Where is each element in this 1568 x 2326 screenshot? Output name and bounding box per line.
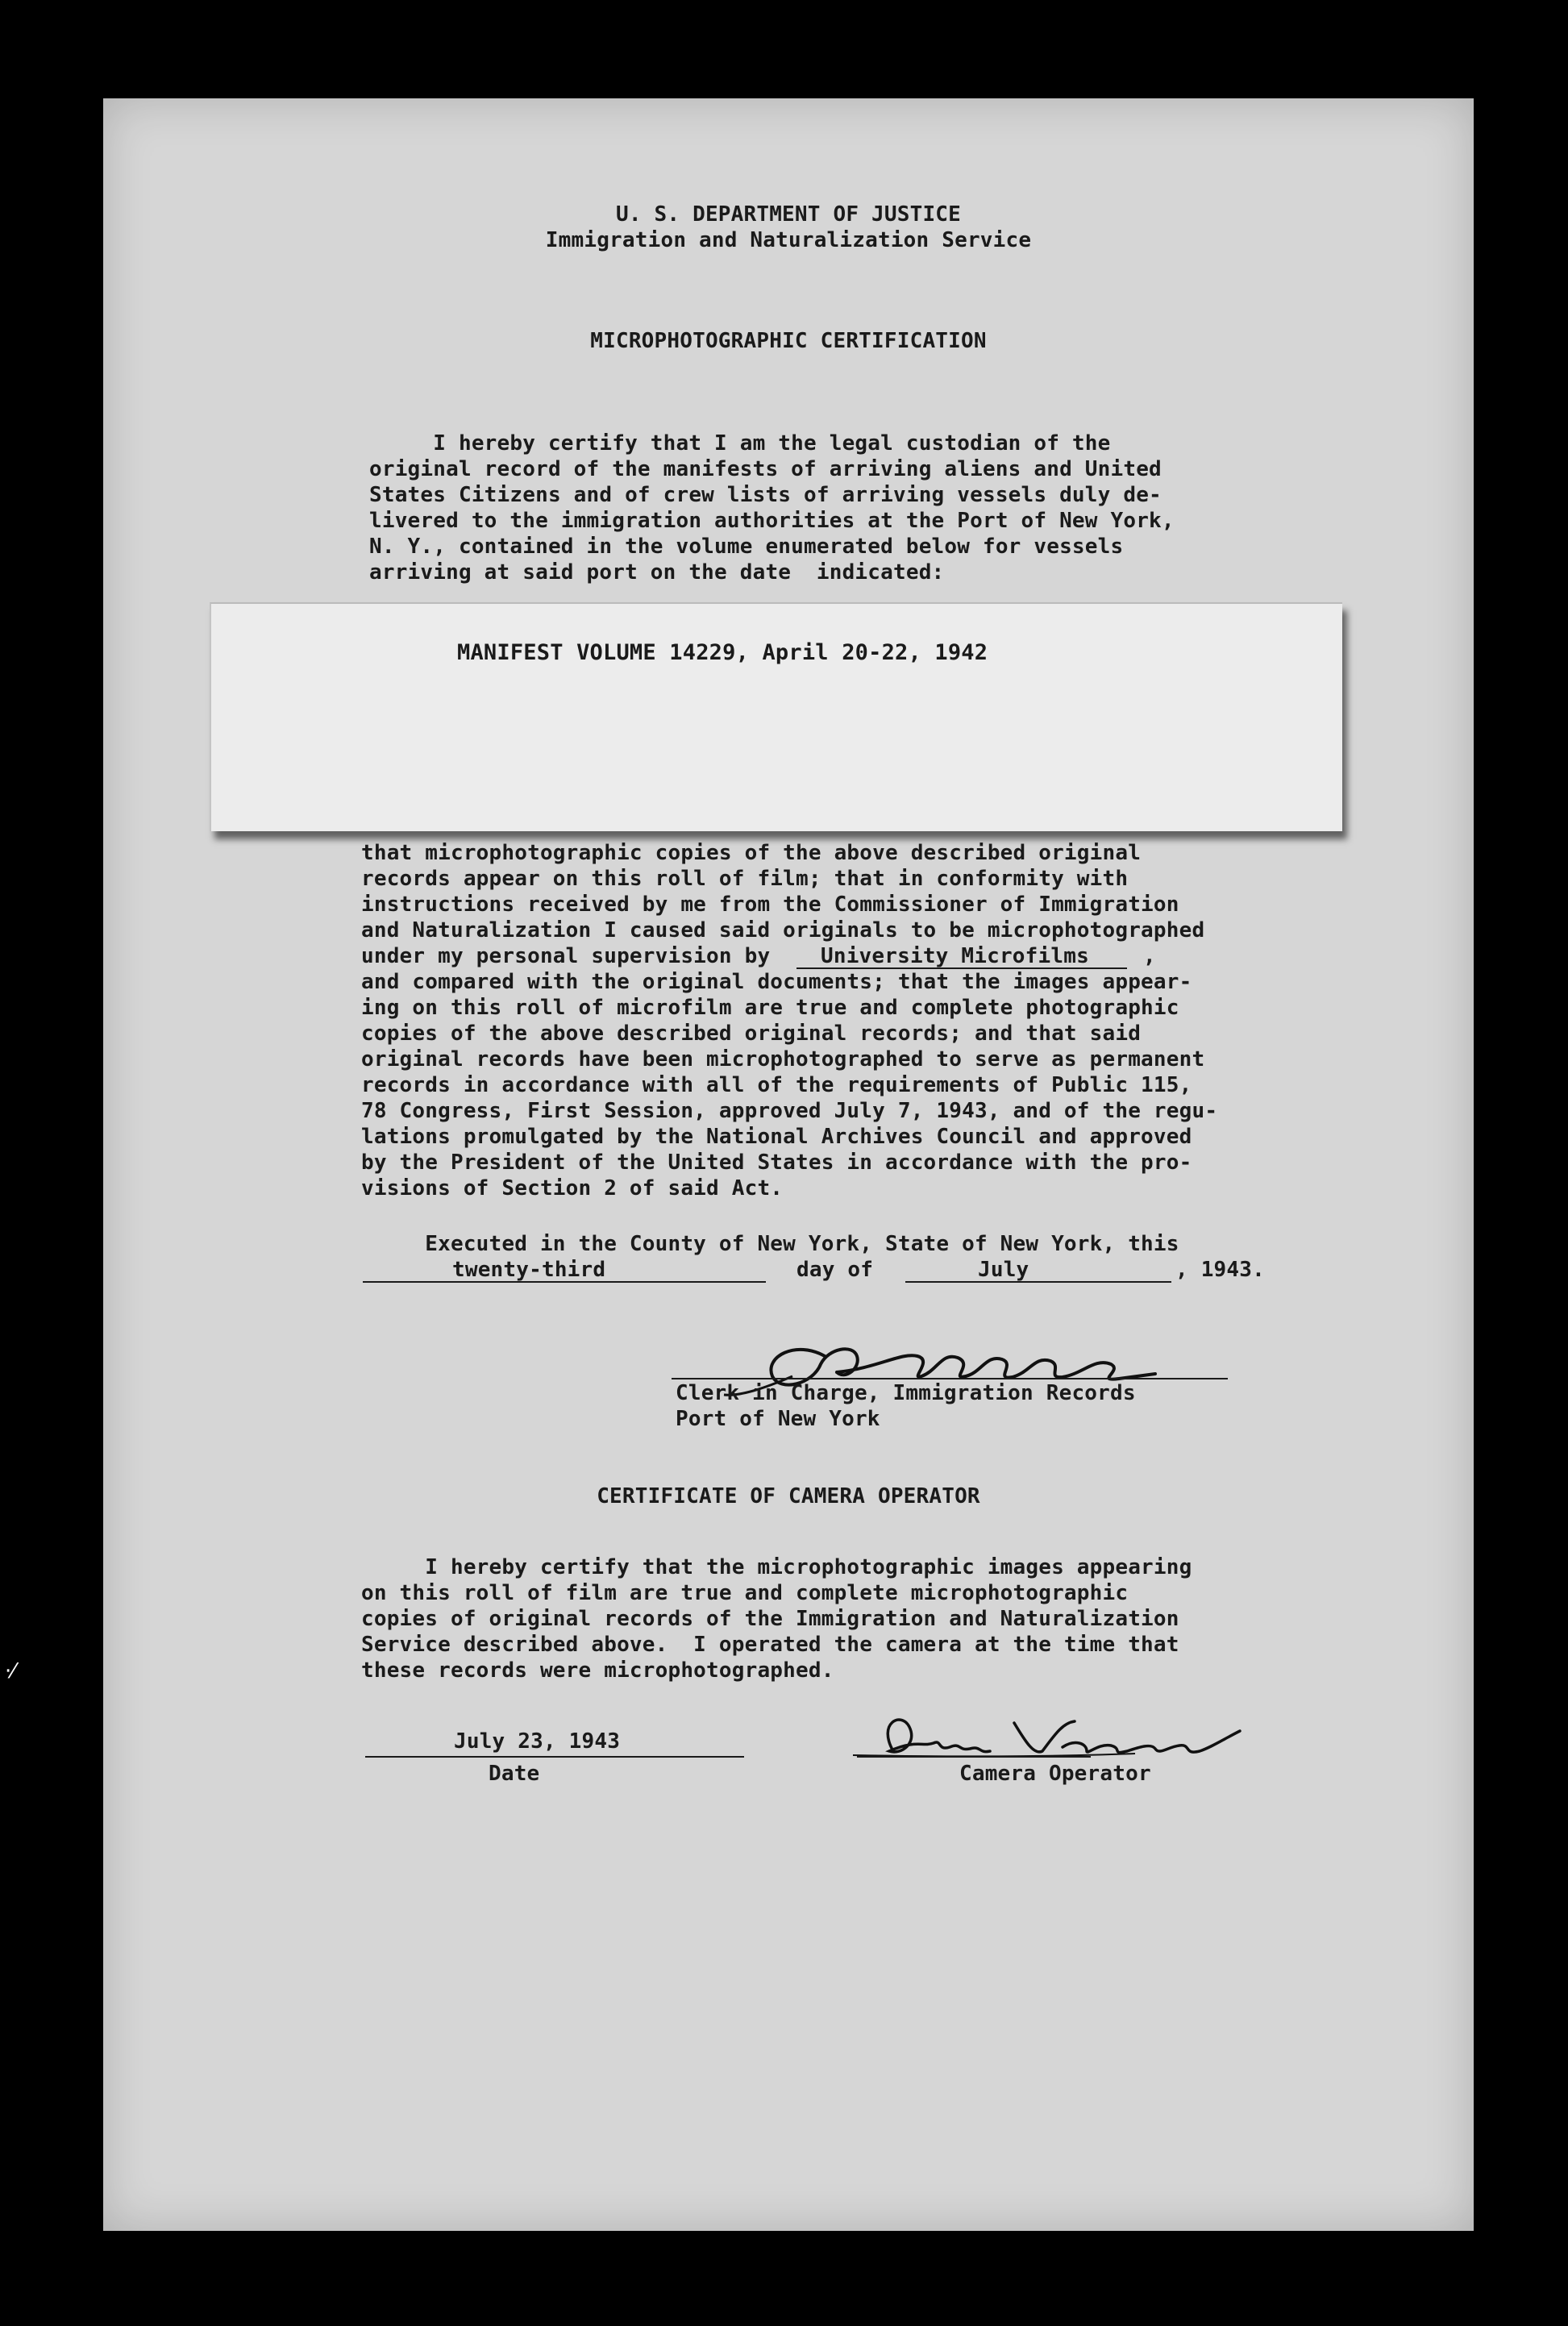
body-line: lations promulgated by the National Archives Council and approved	[361, 1125, 1192, 1149]
intro-line: arriving at said port on the date indicated:	[369, 560, 945, 585]
body-line: visions of Section 2 of said Act.	[361, 1176, 784, 1200]
month-underline	[905, 1281, 1171, 1283]
camera-line: these records were microphotographed.	[361, 1658, 834, 1683]
camera-date: July 23, 1943	[454, 1729, 621, 1754]
supervisor-name: University Microfilms	[821, 944, 1089, 968]
intro-line: livered to the immigration authorities at the Port of New York,	[369, 509, 1175, 533]
manifest-volume-slip	[210, 602, 1342, 831]
body-line: and Naturalization I caused said originals to be microphotographed	[361, 918, 1205, 942]
body-line: and compared with the original documents; that the images appear-	[361, 970, 1192, 994]
date-label: Date	[489, 1762, 540, 1786]
body-line: original records have been microphotographed to serve as permanent	[361, 1047, 1205, 1071]
clerk-signature-line	[672, 1378, 1228, 1379]
header-line-2: Immigration and Naturalization Service	[545, 228, 1032, 252]
date-line	[365, 1756, 744, 1758]
manifest-volume-text: MANIFEST VOLUME 14229, April 20-22, 1942	[457, 640, 988, 665]
body-line: ing on this roll of microfilm are true and complete photographic	[361, 996, 1179, 1020]
intro-line: original record of the manifests of arriving aliens and United	[369, 457, 1162, 481]
camera-line: on this roll of film are true and complete microphotographic	[361, 1581, 1129, 1605]
body-line: 78 Congress, First Session, approved July 7, 1943, and of the regu-	[361, 1099, 1218, 1123]
comma: ,	[1143, 944, 1156, 968]
body-line: by the President of the United States in accordance with the pro-	[361, 1151, 1192, 1175]
camera-operator-label: Camera Operator	[959, 1762, 1151, 1786]
intro-line: I hereby certify that I am the legal custodian of the	[369, 431, 1111, 456]
day-underline	[363, 1281, 766, 1283]
clerk-title-line-1: Clerk in Charge, Immigration Records	[676, 1381, 1136, 1405]
camera-line: I hereby certify that the microphotographic images appearing	[361, 1555, 1192, 1579]
executed-line: Executed in the County of New York, State of New York, this	[361, 1232, 1179, 1256]
clerk-title-line-2: Port of New York	[676, 1407, 880, 1431]
intro-line: N. Y., contained in the volume enumerated below for vessels	[369, 535, 1124, 559]
body-line: under my personal supervision by	[361, 944, 771, 968]
executed-day-of: day of	[796, 1258, 874, 1282]
film-edge-mark: ⋅⁄	[5, 1659, 15, 1683]
body-line: records appear on this roll of film; that in conformity with	[361, 867, 1129, 891]
certification-title: MICROPHOTOGRAPHIC CERTIFICATION	[590, 329, 987, 353]
executed-month: July	[978, 1258, 1029, 1282]
camera-certificate-title: CERTIFICATE OF CAMERA OPERATOR	[597, 1484, 980, 1508]
body-line: records in accordance with all of the requirements of Public 115,	[361, 1073, 1192, 1097]
camera-operator-line	[857, 1756, 1091, 1758]
header-line-1: U. S. DEPARTMENT OF JUSTICE	[615, 202, 962, 227]
intro-line: States Citizens and of crew lists of arriving vessels duly de-	[369, 483, 1162, 507]
document-sheet	[103, 98, 1474, 2231]
executed-year: , 1943.	[1175, 1258, 1265, 1282]
camera-line: copies of original records of the Immigration and Naturalization	[361, 1607, 1179, 1631]
camera-line: Service described above. I operated the camera at the time that	[361, 1633, 1179, 1657]
executed-day: twenty-third	[452, 1258, 606, 1282]
body-line: that microphotographic copies of the above described original	[361, 841, 1142, 865]
body-line: copies of the above described original records; and that said	[361, 1022, 1142, 1046]
body-line: instructions received by me from the Commissioner of Immigration	[361, 893, 1179, 917]
